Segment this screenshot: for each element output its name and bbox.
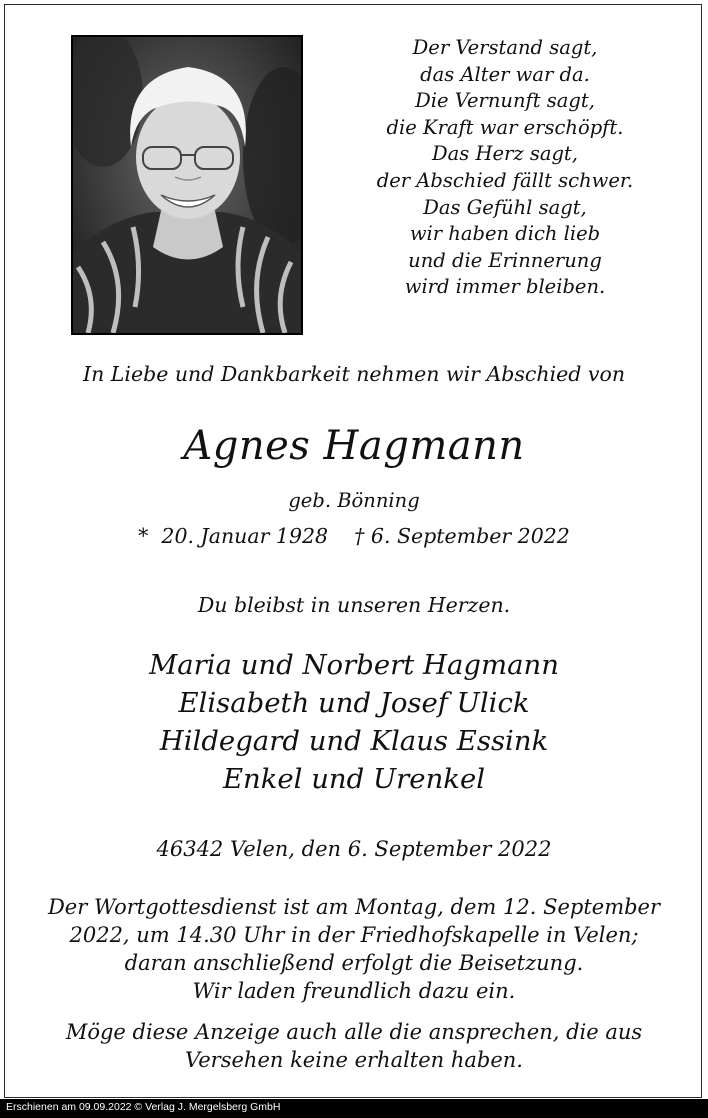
poem-line: Das Herz sagt, bbox=[432, 142, 578, 166]
mourner-line: Hildegard und Klaus Essink bbox=[159, 725, 549, 757]
service-line: Wir laden freundlich dazu ein. bbox=[192, 979, 516, 1003]
poem-line: die Kraft war erschöpft. bbox=[386, 115, 624, 139]
portrait-photo bbox=[71, 35, 303, 335]
poem-line: wir haben dich lieb bbox=[409, 222, 601, 246]
poem-line: der Abschied fällt schwer. bbox=[376, 168, 634, 192]
deceased-name: Agnes Hagmann bbox=[183, 423, 525, 469]
publication-credit: Erschienen am 09.09.2022 © Verlag J. Mergelsberg GmbH bbox=[6, 1101, 281, 1113]
birth-name: geb. Bönning bbox=[288, 489, 420, 512]
poem-line: Der Verstand sagt, bbox=[412, 36, 598, 59]
poem-line: das Alter war da. bbox=[420, 62, 590, 86]
tagline: Du bleibst in unseren Herzen. bbox=[197, 593, 511, 617]
poem-line: und die Erinnerung bbox=[408, 248, 602, 272]
service-line: daran anschließend erfolgt die Beisetzung. bbox=[124, 951, 584, 975]
intro-text: In Liebe und Dankbarkeit nehmen wir Abschied von bbox=[82, 362, 626, 386]
mourner-line: Elisabeth und Josef Ulick bbox=[178, 687, 530, 719]
life-dates: * 20. Januar 1928 † 6. September 2022 bbox=[138, 524, 570, 548]
service-line: Der Wortgottesdienst ist am Montag, dem 12. September bbox=[47, 895, 661, 919]
poem-line: Die Vernunft sagt, bbox=[415, 89, 595, 113]
mourner-line: Enkel und Urenkel bbox=[222, 763, 486, 795]
publication-footer bbox=[0, 1099, 708, 1118]
poem-line: wird immer bleiben. bbox=[404, 275, 606, 299]
poem-line: Das Gefühl sagt, bbox=[423, 195, 587, 219]
closing-line: Versehen keine erhalten haben. bbox=[185, 1048, 523, 1072]
obituary-notice bbox=[4, 4, 702, 1098]
service-line: 2022, um 14.30 Uhr in der Friedhofskapelle in Velen; bbox=[69, 923, 639, 947]
closing-line: Möge diese Anzeige auch alle die ansprechen, die aus bbox=[65, 1020, 643, 1044]
place-date: 46342 Velen, den 6. September 2022 bbox=[156, 837, 552, 861]
mourner-line: Maria und Norbert Hagmann bbox=[149, 649, 559, 681]
poem bbox=[335, 35, 675, 301]
